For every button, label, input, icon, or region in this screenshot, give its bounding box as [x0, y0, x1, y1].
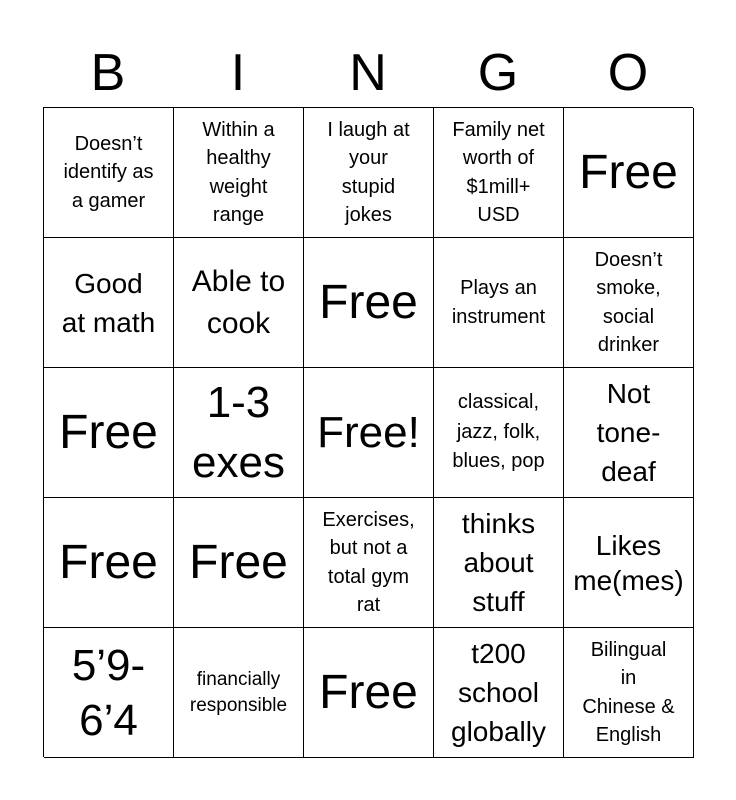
cell-text: t200 school globally	[451, 638, 546, 747]
cell-text: Exercises, but not a total gym rat	[322, 508, 415, 616]
bingo-cell[interactable]	[174, 368, 304, 498]
bingo-cell[interactable]	[434, 368, 564, 498]
bingo-cell[interactable]	[434, 498, 564, 628]
cell-text: I laugh at your stupid jokes	[327, 118, 410, 226]
header-letter-i: I	[230, 44, 246, 102]
bingo-cell[interactable]	[564, 628, 694, 758]
header-letter-o: O	[607, 44, 649, 102]
cell-text: Doesn’t smoke, social drinker	[594, 248, 663, 356]
header-letter-n: N	[349, 44, 387, 102]
cell-text: Within a healthy weight range	[202, 118, 275, 226]
bingo-cell[interactable]	[174, 498, 304, 628]
cell-text: thinks about stuff	[461, 508, 536, 617]
bingo-cell[interactable]	[44, 498, 174, 628]
cell-text: Family net worth of $1mill+ USD	[452, 118, 545, 226]
bingo-cell[interactable]	[564, 108, 694, 238]
bingo-cell[interactable]	[44, 238, 174, 368]
cell-text: Free	[59, 405, 158, 459]
bingo-cell[interactable]	[174, 108, 304, 238]
header-letter-g: G	[477, 44, 519, 102]
cell-text: Free	[319, 665, 418, 719]
cell-text: 1-3 exes	[192, 377, 285, 487]
bingo-cell[interactable]	[564, 238, 694, 368]
cell-text: Free	[319, 275, 418, 329]
cell-text: financially responsible	[189, 668, 288, 716]
bingo-cell[interactable]	[434, 628, 564, 758]
cell-text: Bilingual in Chinese & English	[582, 638, 675, 746]
bingo-cell[interactable]	[174, 628, 304, 758]
cell-text: Good at math	[61, 267, 156, 338]
bingo-cell[interactable]	[434, 108, 564, 238]
bingo-cell[interactable]	[304, 238, 434, 368]
header-letter-b: B	[90, 44, 126, 102]
cell-text: Free	[59, 535, 158, 589]
cell-text: Free!	[317, 407, 420, 457]
bingo-cell[interactable]	[434, 238, 564, 368]
bingo-grid	[43, 107, 693, 757]
cell-text: Free	[189, 535, 288, 589]
cell-text: Free	[579, 145, 678, 199]
bingo-cell[interactable]	[44, 368, 174, 498]
cell-text: Likes me(mes)	[573, 529, 684, 596]
cell-text: classical, jazz, folk, blues, pop	[452, 391, 545, 473]
cell-text: Plays an instrument	[451, 277, 546, 328]
bingo-cell[interactable]	[44, 628, 174, 758]
bingo-cell[interactable]	[564, 368, 694, 498]
cell-text: 5’9- 6’4	[71, 640, 146, 745]
bingo-cell[interactable]	[564, 498, 694, 628]
bingo-cell[interactable]	[174, 238, 304, 368]
bingo-cell[interactable]	[304, 498, 434, 628]
cell-text: Doesn’t identify as a gamer	[63, 132, 154, 212]
bingo-cell[interactable]	[44, 108, 174, 238]
bingo-header	[43, 40, 693, 106]
bingo-cell[interactable]	[304, 108, 434, 238]
cell-text: Able to cook	[191, 264, 286, 340]
cell-text: Not tone- deaf	[596, 378, 661, 487]
bingo-cell[interactable]	[304, 368, 434, 498]
bingo-cell[interactable]	[304, 628, 434, 758]
